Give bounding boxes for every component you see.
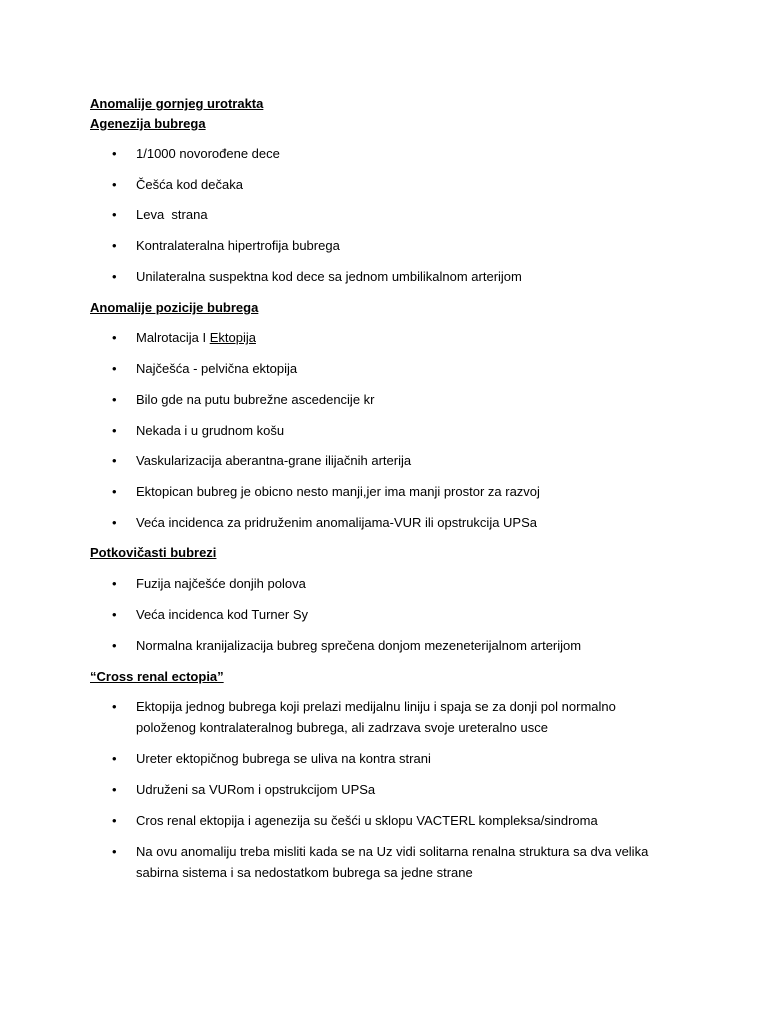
section-heading-cross-renal: “Cross renal ectopia” [90, 669, 224, 684]
list-item-text: Vaskularizacija aberantna-grane ilijačnih arterija [136, 453, 412, 468]
list-item-text: Leva strana [136, 207, 208, 222]
bullet-icon: • [112, 392, 117, 407]
bullet-icon: • [112, 453, 117, 468]
list-item-text: Fuzija najčešće donjih polova [136, 576, 306, 591]
list-item-text: 1/1000 novorođene dece [136, 146, 280, 161]
ektopija-link[interactable]: Ektopija [209, 330, 256, 345]
list-item-text: Kontralateralna hipertrofija bubrega [136, 238, 340, 253]
bullet-icon: • [112, 576, 117, 591]
bullet-icon: • [112, 638, 117, 653]
section-heading-potkovicasti: Potkovičasti bubrezi [90, 545, 217, 560]
list-item-text [136, 328, 666, 349]
list-item-text: Nekada i u grudnom košu [136, 423, 285, 438]
list-item-text: Ektopija jednog bubrega koji prelazi medijalnu liniju i spaja se za donji pol normalno položenog kontralateralnog bubrega, ali zadrzava svoje ureteralno usce [136, 699, 616, 735]
bullet-icon: • [112, 844, 117, 859]
list-item-text: Ektopican bubreg je obicno nesto manji,jer ima manji prostor za razvoj [136, 484, 540, 499]
bullet-icon: • [112, 751, 117, 766]
bullet-icon: • [112, 699, 117, 714]
section-heading-agenezija: Agenezija bubrega [90, 116, 206, 131]
bullet-icon: • [112, 177, 117, 192]
bullet-icon: • [112, 607, 117, 622]
list-item-text: Unilateralna suspektna kod dece sa jednom umbilikalnom arterijom [136, 269, 522, 284]
list-item-text: Češća kod dečaka [136, 177, 243, 192]
bullet-icon: • [112, 269, 117, 284]
list-item-prefix: Malrotacija I [136, 330, 210, 345]
bullet-icon: • [112, 484, 117, 499]
bullet-icon: • [112, 423, 117, 438]
bullet-icon: • [112, 361, 117, 376]
list-item-text: Cros renal ektopija i agenezija su češći u sklopu VACTERL kompleksa/sindroma [136, 813, 598, 828]
list-item-text: Udruženi sa VURom i opstrukcijom UPSa [136, 782, 376, 797]
bullet-icon: • [112, 146, 117, 161]
bullet-icon: • [112, 782, 117, 797]
bullet-icon: • [112, 238, 117, 253]
main-title: Anomalije gornjeg urotrakta [90, 96, 264, 111]
bullet-icon: • [112, 515, 117, 530]
list-item-text: Najčešća - pelvična ektopija [136, 361, 298, 376]
list-item-text: Veća incidenca kod Turner Sy [136, 607, 308, 622]
list-item-text: Veća incidenca za pridruženim anomalijama-VUR ili opstrukcija UPSa [136, 515, 538, 530]
list-item-text: Bilo gde na putu bubrežne ascedencije kr [136, 392, 375, 407]
bullet-icon: • [112, 330, 117, 345]
bullet-icon: • [112, 813, 117, 828]
section-heading-pozicija: Anomalije pozicije bubrega [90, 300, 259, 315]
list-item-text: Normalna kranijalizacija bubreg sprečena donjom mezeneterijalnom arterijom [136, 638, 582, 653]
list-item-text: Na ovu anomaliju treba misliti kada se na Uz vidi solitarna renalna struktura sa dva velika sabirna sistema i sa nedostatkom bubrega sa jedne strane [136, 844, 649, 880]
list-item-text: Ureter ektopičnog bubrega se uliva na kontra strani [136, 751, 431, 766]
bullet-icon: • [112, 207, 117, 222]
